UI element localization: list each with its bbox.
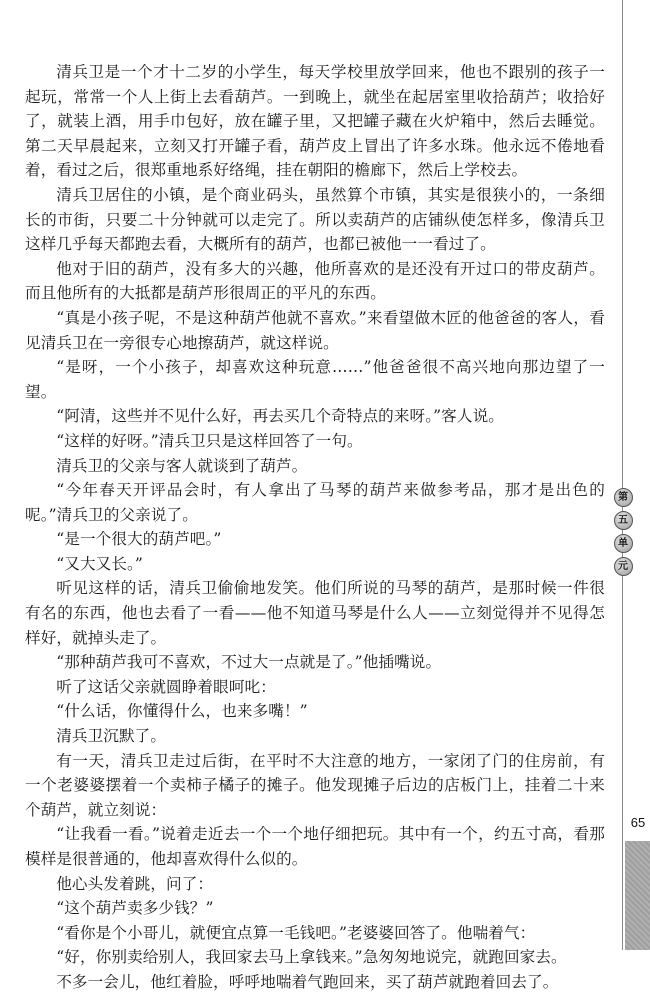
margin-divider-line xyxy=(622,0,623,950)
unit-label xyxy=(613,488,633,576)
unit-badge-icon: 第 xyxy=(614,488,633,507)
paragraph: 清兵卫的父亲与客人就谈到了葫芦。 xyxy=(56,456,308,475)
paragraph: “什么话，你懂得什么，也来多嘴！” xyxy=(56,702,308,721)
paragraph: 他对于旧的葫芦，没有多大的兴趣，他所喜欢的是还没有开过口的带皮葫芦。而且他所有的大抵都是葫芦形很周正的平凡的东西。 xyxy=(25,259,605,303)
paragraph: 清兵卫居住的小镇，是个商业码头，虽然算个市镇，其实是很狭小的，一条细长的市街，只要二十分钟就可以走完了。所以卖葫芦的店铺纵使怎样多，像清兵卫这样几乎每天都跑去看，大概所有的葫芦，也都已被他一一看过了。 xyxy=(25,185,605,254)
page-edge-tab xyxy=(625,841,650,950)
paragraph: “真是小孩子呢，不是这种葫芦他就不喜欢。”来看望做木匠的他爸爸的客人，看见清兵卫在一旁很专心地擦葫芦，就这样说。 xyxy=(25,308,605,352)
paragraph: 听见这样的话，清兵卫偷偷地发笑。他们所说的马琴的葫芦，是那时候一件很有名的东西，他也去看了一看——他不知道马琴是什么人——立刻觉得并不见得怎样好，就掉头走了。 xyxy=(25,579,605,647)
paragraph: “是呀，一个小孩子，却喜欢这种玩意……”他爸爸很不高兴地向那边望了一望。 xyxy=(25,358,605,401)
paragraph: “这个葫芦卖多少钱？” xyxy=(56,899,214,918)
paragraph: 不多一会儿，他红着脸，呼呼地喘着气跑回来，买了葫芦就跑着回去了。 xyxy=(56,972,559,991)
page-body-text xyxy=(25,60,605,995)
paragraph: “那种葫芦我可不喜欢，不过大一点就是了。”他插嘴说。 xyxy=(56,653,442,672)
paragraph: “又大又长。” xyxy=(56,554,144,573)
paragraph: “好，你别卖给别人，我回家去马上拿钱来。”急匆匆地说完，就跑回家去。 xyxy=(56,948,567,967)
unit-badge-icon: 元 xyxy=(614,557,633,576)
paragraph: “这样的好呀。”清兵卫只是这样回答了一句。 xyxy=(56,431,363,450)
paragraph: “看你是个小哥儿，就便宜点算一毛钱吧。”老婆婆回答了。他喘着气： xyxy=(56,923,536,942)
paragraph: 清兵卫沉默了。 xyxy=(56,727,167,746)
paragraph: 听了这话父亲就圆睁着眼呵叱： xyxy=(56,677,276,696)
paragraph: “阿清，这些并不见什么好，再去买几个奇特点的来呀。”客人说。 xyxy=(56,407,504,426)
unit-badge-icon: 单 xyxy=(614,534,633,553)
paragraph: “今年春天开评品会时，有人拿出了马琴的葫芦来做参考品，那才是出色的呢。”清兵卫的父亲说了。 xyxy=(25,481,605,524)
paragraph: “是一个很大的葫芦吧。” xyxy=(56,530,222,549)
page-number: 65 xyxy=(630,815,646,830)
paragraph: 他心头发着跳，问了： xyxy=(56,874,214,893)
paragraph: 清兵卫是一个才十二岁的小学生，每天学校里放学回来，他也不跟别的孩子一起玩，常常一个人上街上去看葫芦。一到晚上，就坐在起居室里收拾葫芦；收拾好了，就装上酒，用手巾包好，放在罐子里，又把罐子藏在火炉箱中，然后去睡觉。第二天早晨起来，立刻又打开罐子看，葫芦皮上冒出了许多水珠。他永远不倦地看着，看过之后，很郑重地系好络绳，挂在朝阳的檐廊下，然后上学校去。 xyxy=(25,63,605,180)
paragraph: 有一天，清兵卫走过后街，在平时不大注意的地方，一家闭了门的住房前，有一个老婆婆摆着一个卖柿子橘子的摊子。他发现摊子后边的店板门上，挂着二十来个葫芦，就立刻说： xyxy=(25,751,605,819)
unit-badge-icon: 五 xyxy=(614,511,633,530)
paragraph: “让我看一看。”说着走近去一个一个地仔细把玩。其中有一个，约五寸高，看那模样是很普通的，他却喜欢得什么似的。 xyxy=(25,825,605,868)
